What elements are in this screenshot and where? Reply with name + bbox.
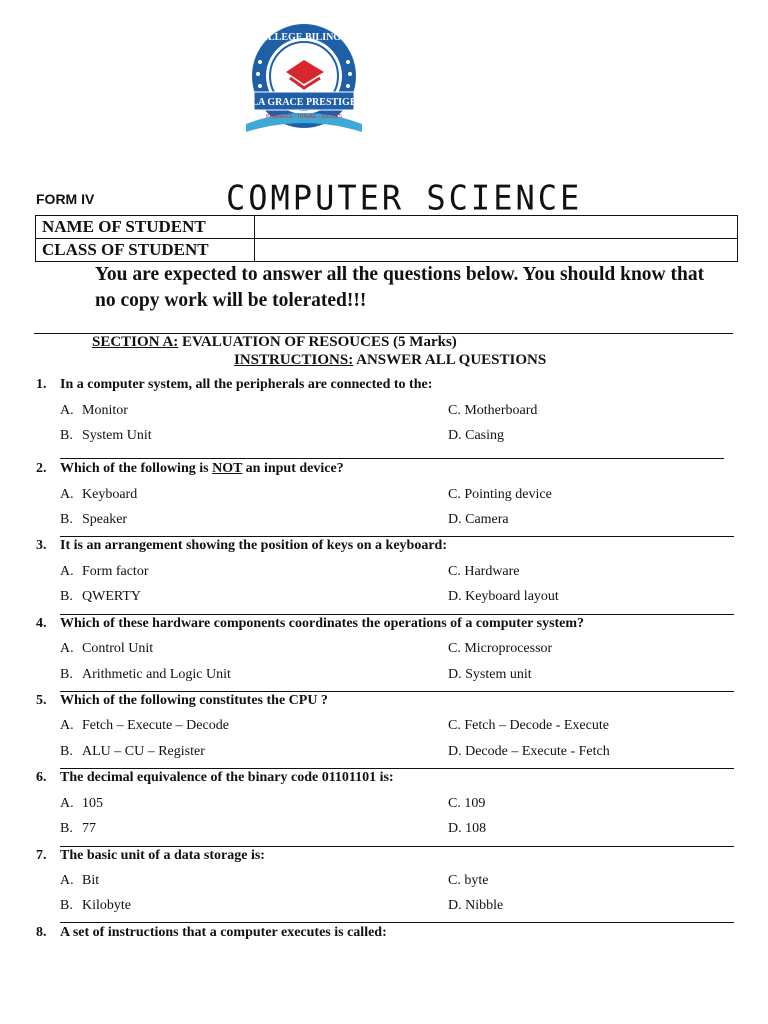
question-5: 5. Which of the following constitutes the CPU ? — [36, 693, 328, 708]
question-2: 2. Which of the following is NOT an input device? — [36, 461, 344, 476]
divider — [60, 768, 734, 769]
section-title: EVALUATION OF RESOUCES (5 Marks) — [178, 334, 457, 350]
question-1: 1. In a computer system, all the peripherals are connected to the: — [36, 377, 433, 392]
student-info-table — [35, 215, 738, 262]
option-4a[interactable]: A. Control Unit — [60, 641, 154, 656]
instructions-text: ANSWER ALL QUESTIONS — [353, 352, 547, 368]
question-6: 6. The decimal equivalence of the binary code 01101101 is: — [36, 770, 394, 785]
divider — [60, 846, 734, 847]
question-7: 7. The basic unit of a data storage is: — [36, 848, 265, 863]
question-4: 4. Which of these hardware components coordinates the operations of a computer system? — [36, 616, 585, 631]
option-5b[interactable]: B. ALU – CU – Register — [60, 744, 205, 759]
section-label: SECTION A: — [92, 334, 179, 350]
option-3b[interactable]: B. QWERTY — [60, 589, 142, 604]
divider — [60, 691, 734, 692]
name-label: NAME OF STUDENT — [36, 216, 255, 239]
logo-motto: INTEGRITE - TRAVAIL - SUCCES — [265, 114, 343, 120]
option-1c[interactable]: C. Motherboard — [448, 403, 538, 418]
option-2c[interactable]: C. Pointing device — [448, 487, 552, 502]
option-3a[interactable]: A. Form factor — [60, 564, 149, 579]
option-7b[interactable]: B. Kilobyte — [60, 898, 131, 913]
option-1d[interactable]: D. Casing — [448, 428, 504, 443]
option-2d[interactable]: D. Camera — [448, 512, 509, 527]
option-6b[interactable]: B. 77 — [60, 821, 96, 836]
subject-title: COMPUTER SCIENCE — [226, 178, 583, 218]
section-heading — [92, 334, 457, 351]
question-8: 8. A set of instructions that a computer executes is called: — [36, 925, 387, 940]
option-3c[interactable]: C. Hardware — [448, 564, 520, 579]
option-7d[interactable]: D. Nibble — [448, 898, 504, 913]
option-6d[interactable]: D. 108 — [448, 821, 487, 836]
option-7c[interactable]: C. byte — [448, 873, 489, 888]
option-2b[interactable]: B. Speaker — [60, 512, 128, 527]
school-logo — [228, 14, 380, 144]
name-field[interactable] — [255, 216, 738, 239]
divider — [60, 536, 734, 537]
option-2a[interactable]: A. Keyboard — [60, 487, 138, 502]
option-3d[interactable]: D. Keyboard layout — [448, 589, 559, 604]
option-6c[interactable]: C. 109 — [448, 796, 486, 811]
emphasis-not: NOT — [212, 461, 243, 476]
logo-arc-text: COLLEGE BILINGUE — [253, 32, 355, 43]
option-4b[interactable]: B. Arithmetic and Logic Unit — [60, 667, 231, 682]
option-7a[interactable]: A. Bit — [60, 873, 100, 888]
option-5c[interactable]: C. Fetch – Decode - Execute — [448, 718, 609, 733]
question-3: 3. It is an arrangement showing the position of keys on a keyboard: — [36, 538, 447, 553]
option-5d[interactable]: D. Decode – Execute - Fetch — [448, 744, 610, 759]
class-label: CLASS OF STUDENT — [36, 239, 255, 262]
option-5a[interactable]: A. Fetch – Execute – Decode — [60, 718, 229, 733]
option-4c[interactable]: C. Microprocessor — [448, 641, 553, 656]
divider — [60, 922, 734, 923]
intro-text: You are expected to answer all the questions below. You should know that no copy work will be tolerated!!! — [95, 264, 705, 311]
divider — [60, 458, 724, 459]
class-field[interactable] — [255, 239, 738, 262]
form-level: FORM IV — [36, 191, 95, 207]
option-1a[interactable]: A. Monitor — [60, 403, 128, 418]
divider — [60, 614, 734, 615]
logo-banner-text: LA GRACE PRESTIGE — [251, 97, 357, 108]
option-1b[interactable]: B. System Unit — [60, 428, 152, 443]
option-6a[interactable]: A. 105 — [60, 796, 103, 811]
instructions-heading — [234, 352, 546, 369]
instructions-label: INSTRUCTIONS: — [234, 352, 354, 368]
option-4d[interactable]: D. System unit — [448, 667, 532, 682]
